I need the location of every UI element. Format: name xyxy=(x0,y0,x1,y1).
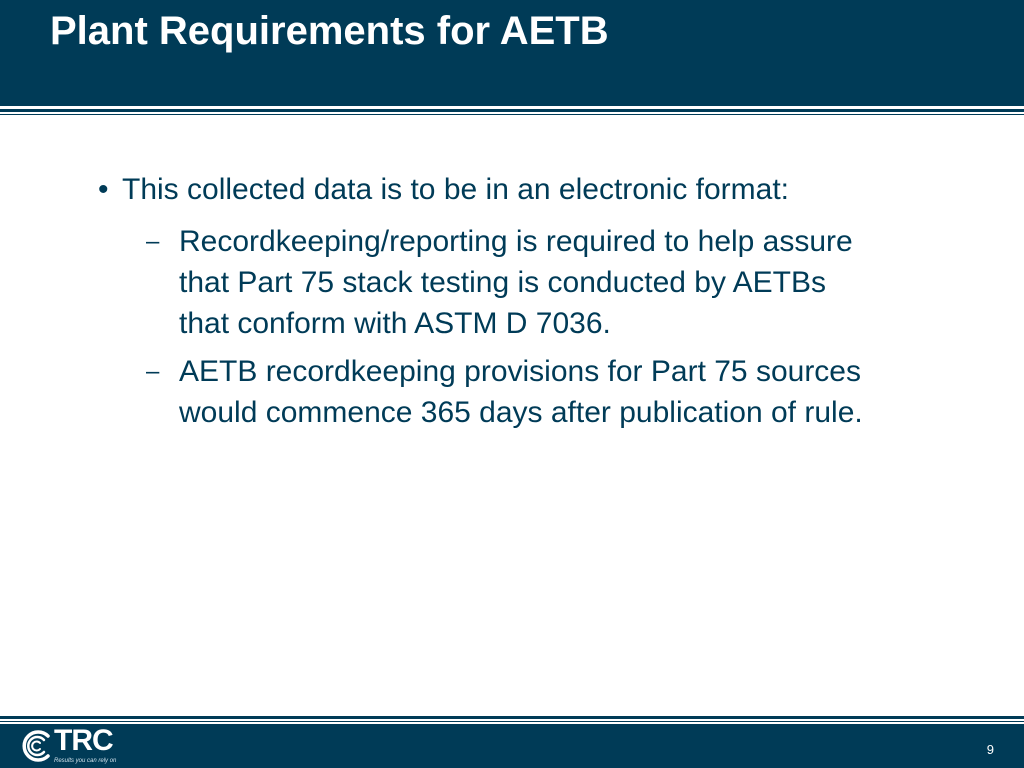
slide-title: Plant Requirements for AETB xyxy=(50,9,609,53)
footer-divider xyxy=(0,716,1024,719)
text-line: that Part 75 stack testing is conducted by AETBs xyxy=(179,266,827,299)
dash-marker: – xyxy=(146,358,160,385)
footer-divider-thin xyxy=(0,721,1024,722)
title-bar xyxy=(0,0,1024,106)
page-number: 9 xyxy=(986,742,994,757)
logo-tagline: Results you can rely on xyxy=(54,758,117,764)
dash-marker: – xyxy=(146,228,160,255)
text-line: that conform with ASTM D 7036. xyxy=(179,307,611,340)
header-divider xyxy=(0,109,1024,112)
header-divider-thin xyxy=(0,114,1024,115)
bullet-text: This collected data is to be in an electronic format: xyxy=(122,173,790,206)
bullet-marker: • xyxy=(98,173,109,206)
footer-bar xyxy=(0,724,1024,768)
text-line: would commence 365 days after publication of rule. xyxy=(179,396,863,429)
sub-bullet-text xyxy=(179,221,979,344)
trc-logo xyxy=(18,726,138,766)
swirl-icon xyxy=(18,728,54,764)
sub-bullet-text xyxy=(179,351,979,433)
text-line: Recordkeeping/reporting is required to help assure xyxy=(179,225,853,258)
logo-text: TRC xyxy=(54,724,113,757)
text-line: AETB recordkeeping provisions for Part 75 sources xyxy=(179,355,861,388)
bullet-item xyxy=(98,170,789,210)
